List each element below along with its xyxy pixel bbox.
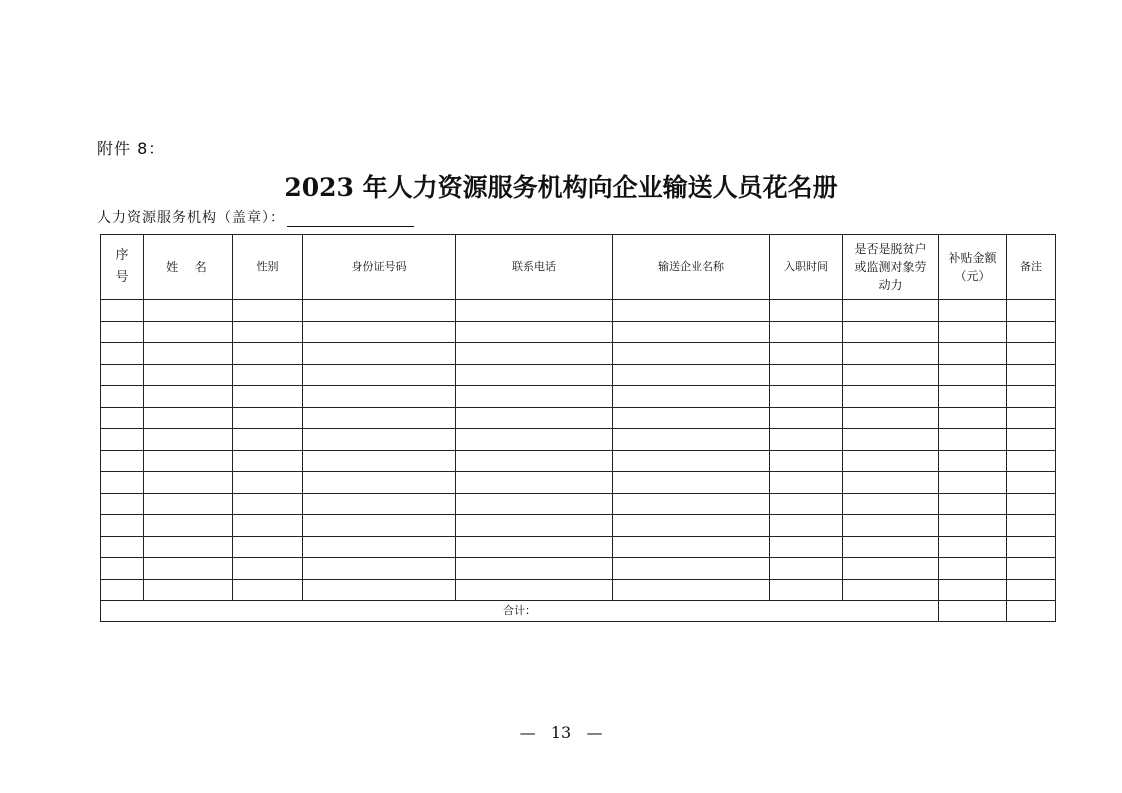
cell-phone[interactable]: [456, 558, 613, 580]
cell-name[interactable]: [144, 493, 233, 515]
header-company: 输送企业名称: [613, 235, 770, 300]
total-label: 合计：: [101, 601, 939, 622]
cell-company[interactable]: [613, 364, 770, 386]
table-row: [101, 386, 1056, 408]
table-row: [101, 343, 1056, 365]
roster-table: [100, 234, 1056, 622]
cell-id-number[interactable]: [303, 450, 456, 472]
header-name: 姓 名: [144, 235, 233, 300]
header-serial: [101, 235, 144, 300]
cell-name[interactable]: [144, 450, 233, 472]
cell-name[interactable]: [144, 321, 233, 343]
cell-entry-time[interactable]: [770, 472, 843, 494]
table-row: [101, 515, 1056, 537]
cell-id-number[interactable]: [303, 386, 456, 408]
cell-remarks[interactable]: [1007, 386, 1056, 408]
header-gender: 性别: [233, 235, 303, 300]
cell-poverty-status[interactable]: [843, 558, 939, 580]
cell-entry-time[interactable]: [770, 515, 843, 537]
table-row: [101, 407, 1056, 429]
cell-gender[interactable]: [233, 321, 303, 343]
cell-company[interactable]: [613, 407, 770, 429]
cell-company[interactable]: [613, 429, 770, 451]
cell-serial[interactable]: [101, 364, 144, 386]
table-row: [101, 450, 1056, 472]
cell-phone[interactable]: [456, 364, 613, 386]
cell-poverty-status[interactable]: [843, 536, 939, 558]
cell-entry-time[interactable]: [770, 536, 843, 558]
cell-entry-time[interactable]: [770, 321, 843, 343]
cell-name[interactable]: [144, 558, 233, 580]
page-number: — 13 —: [519, 723, 603, 742]
cell-poverty-status[interactable]: [843, 450, 939, 472]
cell-gender[interactable]: [233, 386, 303, 408]
cell-name[interactable]: [144, 386, 233, 408]
table-row: [101, 579, 1056, 601]
cell-id-number[interactable]: [303, 343, 456, 365]
cell-phone[interactable]: [456, 300, 613, 322]
total-row: [101, 601, 1056, 622]
header-subsidy-amount-text: 补贴金额 （元）: [948, 251, 997, 283]
cell-id-number[interactable]: [303, 300, 456, 322]
cell-phone[interactable]: [456, 493, 613, 515]
cell-company[interactable]: [613, 343, 770, 365]
header-phone: 联系电话: [456, 235, 613, 300]
header-poverty-status-text: 是否是脱贫户 或监测对象劳 动力: [854, 242, 927, 292]
cell-phone[interactable]: [456, 515, 613, 537]
cell-poverty-status[interactable]: [843, 515, 939, 537]
cell-subsidy-amount[interactable]: [939, 515, 1007, 537]
cell-id-number[interactable]: [303, 515, 456, 537]
cell-phone[interactable]: [456, 579, 613, 601]
cell-company[interactable]: [613, 300, 770, 322]
document-title: 2023 年人力资源服务机构向企业输送人员花名册: [284, 173, 838, 202]
cell-entry-time[interactable]: [770, 343, 843, 365]
attachment-label: 附件 8：: [97, 139, 166, 158]
cell-remarks[interactable]: [1007, 493, 1056, 515]
cell-phone[interactable]: [456, 429, 613, 451]
cell-remarks[interactable]: [1007, 407, 1056, 429]
cell-name[interactable]: [144, 472, 233, 494]
cell-id-number[interactable]: [303, 472, 456, 494]
cell-subsidy-amount[interactable]: [939, 493, 1007, 515]
cell-serial[interactable]: [101, 515, 144, 537]
cell-subsidy-amount[interactable]: [939, 429, 1007, 451]
cell-serial[interactable]: [101, 493, 144, 515]
header-id-number: 身份证号码: [303, 235, 456, 300]
cell-entry-time[interactable]: [770, 558, 843, 580]
cell-remarks[interactable]: [1007, 558, 1056, 580]
cell-company[interactable]: [613, 579, 770, 601]
cell-name[interactable]: [144, 536, 233, 558]
cell-remarks[interactable]: [1007, 429, 1056, 451]
cell-serial[interactable]: [101, 579, 144, 601]
header-serial-text: 序 号: [115, 247, 129, 285]
table-row: [101, 536, 1056, 558]
cell-id-number[interactable]: [303, 407, 456, 429]
cell-company[interactable]: [613, 321, 770, 343]
cell-remarks[interactable]: [1007, 300, 1056, 322]
cell-remarks[interactable]: [1007, 321, 1056, 343]
total-remarks-cell[interactable]: [1007, 601, 1056, 622]
cell-gender[interactable]: [233, 472, 303, 494]
cell-entry-time[interactable]: [770, 450, 843, 472]
cell-poverty-status[interactable]: [843, 493, 939, 515]
cell-phone[interactable]: [456, 343, 613, 365]
cell-name[interactable]: [144, 429, 233, 451]
cell-poverty-status[interactable]: [843, 343, 939, 365]
cell-company[interactable]: [613, 450, 770, 472]
cell-serial[interactable]: [101, 386, 144, 408]
header-subsidy-amount: [939, 235, 1007, 300]
cell-entry-time[interactable]: [770, 364, 843, 386]
cell-company[interactable]: [613, 493, 770, 515]
cell-poverty-status[interactable]: [843, 472, 939, 494]
cell-phone[interactable]: [456, 450, 613, 472]
total-subsidy-cell[interactable]: [939, 601, 1007, 622]
cell-serial[interactable]: [101, 472, 144, 494]
cell-gender[interactable]: [233, 558, 303, 580]
cell-subsidy-amount[interactable]: [939, 579, 1007, 601]
cell-company[interactable]: [613, 472, 770, 494]
cell-gender[interactable]: [233, 343, 303, 365]
table-header-row: [101, 235, 1056, 300]
cell-poverty-status[interactable]: [843, 429, 939, 451]
cell-serial[interactable]: [101, 300, 144, 322]
cell-subsidy-amount[interactable]: [939, 472, 1007, 494]
cell-serial[interactable]: [101, 536, 144, 558]
cell-serial[interactable]: [101, 429, 144, 451]
cell-remarks[interactable]: [1007, 472, 1056, 494]
cell-company[interactable]: [613, 386, 770, 408]
cell-gender[interactable]: [233, 429, 303, 451]
cell-remarks[interactable]: [1007, 536, 1056, 558]
cell-poverty-status[interactable]: [843, 321, 939, 343]
table-row: [101, 300, 1056, 322]
cell-poverty-status[interactable]: [843, 364, 939, 386]
cell-subsidy-amount[interactable]: [939, 450, 1007, 472]
cell-serial[interactable]: [101, 343, 144, 365]
cell-entry-time[interactable]: [770, 407, 843, 429]
table-row: [101, 321, 1056, 343]
cell-name[interactable]: [144, 579, 233, 601]
header-entry-time: 入职时间: [770, 235, 843, 300]
cell-gender[interactable]: [233, 515, 303, 537]
table-row: [101, 472, 1056, 494]
cell-serial[interactable]: [101, 321, 144, 343]
cell-remarks[interactable]: [1007, 579, 1056, 601]
cell-id-number[interactable]: [303, 364, 456, 386]
cell-phone[interactable]: [456, 536, 613, 558]
cell-subsidy-amount[interactable]: [939, 558, 1007, 580]
cell-remarks[interactable]: [1007, 364, 1056, 386]
cell-entry-time[interactable]: [770, 429, 843, 451]
table-row: [101, 429, 1056, 451]
cell-gender[interactable]: [233, 493, 303, 515]
cell-subsidy-amount[interactable]: [939, 300, 1007, 322]
cell-id-number[interactable]: [303, 536, 456, 558]
cell-gender[interactable]: [233, 407, 303, 429]
cell-subsidy-amount[interactable]: [939, 364, 1007, 386]
cell-poverty-status[interactable]: [843, 386, 939, 408]
table-body: [101, 300, 1056, 601]
cell-subsidy-amount[interactable]: [939, 407, 1007, 429]
cell-company[interactable]: [613, 515, 770, 537]
cell-remarks[interactable]: [1007, 515, 1056, 537]
cell-name[interactable]: [144, 407, 233, 429]
cell-subsidy-amount[interactable]: [939, 321, 1007, 343]
cell-poverty-status[interactable]: [843, 407, 939, 429]
cell-poverty-status[interactable]: [843, 579, 939, 601]
cell-gender[interactable]: [233, 579, 303, 601]
cell-name[interactable]: [144, 343, 233, 365]
cell-entry-time[interactable]: [770, 493, 843, 515]
cell-entry-time[interactable]: [770, 300, 843, 322]
organization-seal-blank[interactable]: [287, 208, 414, 227]
cell-gender[interactable]: [233, 536, 303, 558]
header-remarks: 备注: [1007, 235, 1056, 300]
cell-serial[interactable]: [101, 558, 144, 580]
cell-phone[interactable]: [456, 407, 613, 429]
cell-subsidy-amount[interactable]: [939, 386, 1007, 408]
cell-name[interactable]: [144, 515, 233, 537]
cell-phone[interactable]: [456, 321, 613, 343]
cell-subsidy-amount[interactable]: [939, 536, 1007, 558]
cell-serial[interactable]: [101, 407, 144, 429]
cell-id-number[interactable]: [303, 558, 456, 580]
cell-phone[interactable]: [456, 472, 613, 494]
cell-company[interactable]: [613, 558, 770, 580]
cell-name[interactable]: [144, 300, 233, 322]
cell-entry-time[interactable]: [770, 386, 843, 408]
cell-phone[interactable]: [456, 386, 613, 408]
cell-subsidy-amount[interactable]: [939, 343, 1007, 365]
organization-seal-label: 人力资源服务机构（盖章）：: [97, 210, 285, 226]
table-row: [101, 558, 1056, 580]
cell-id-number[interactable]: [303, 493, 456, 515]
cell-remarks[interactable]: [1007, 343, 1056, 365]
cell-gender[interactable]: [233, 364, 303, 386]
cell-gender[interactable]: [233, 450, 303, 472]
header-poverty-status: [843, 235, 939, 300]
cell-serial[interactable]: [101, 450, 144, 472]
cell-entry-time[interactable]: [770, 579, 843, 601]
cell-remarks[interactable]: [1007, 450, 1056, 472]
table-row: [101, 493, 1056, 515]
cell-id-number[interactable]: [303, 321, 456, 343]
cell-id-number[interactable]: [303, 579, 456, 601]
organization-seal-line: [97, 207, 414, 227]
cell-id-number[interactable]: [303, 429, 456, 451]
cell-company[interactable]: [613, 536, 770, 558]
cell-poverty-status[interactable]: [843, 300, 939, 322]
cell-name[interactable]: [144, 364, 233, 386]
table-row: [101, 364, 1056, 386]
cell-gender[interactable]: [233, 300, 303, 322]
